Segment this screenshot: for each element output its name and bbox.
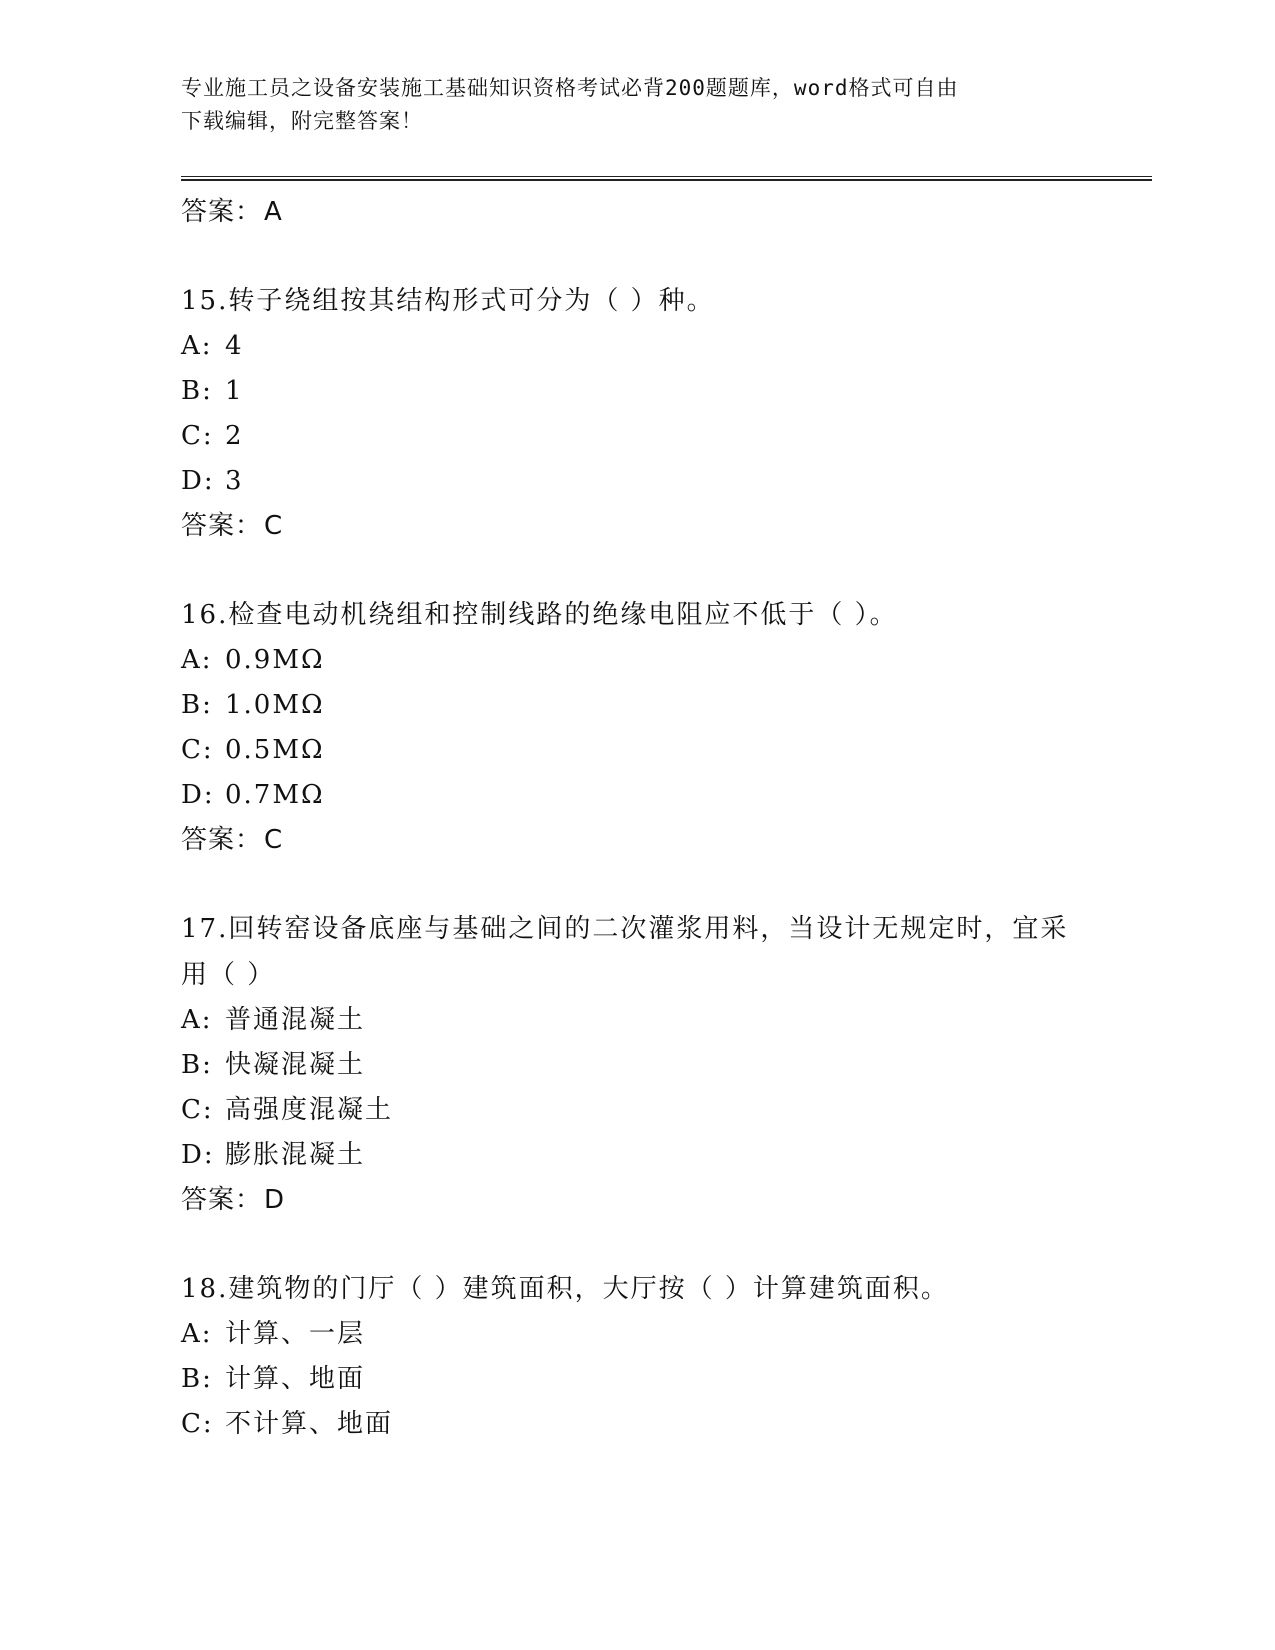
answer-line (181, 190, 1081, 234)
question-stem: 15.转子绕组按其结构形式可分为（ ）种。 (181, 286, 715, 316)
option-letter: D: (181, 780, 215, 810)
question-stem: 18.建筑物的门厅（ ）建筑面积，大厅按（ ）计算建筑面积。 (181, 1274, 949, 1304)
option-text: 3 (225, 466, 244, 496)
option-b (181, 1357, 1081, 1402)
option-text: 计算、地面 (225, 1364, 366, 1394)
option-d (181, 773, 1081, 818)
option-letter: C: (181, 1409, 214, 1439)
answer-line (181, 818, 1081, 862)
answer-label: 答案： (181, 511, 263, 541)
option-text: 0.9MΩ (225, 645, 325, 675)
header-line-1: 专业施工员之设备安装施工基础知识资格考试必背200题题库，word格式可自由 (181, 76, 959, 100)
option-text: 1.0MΩ (225, 690, 325, 720)
option-letter: A: (181, 331, 213, 361)
question-list (181, 190, 1081, 1447)
option-letter: C: (181, 735, 214, 765)
option-letter: A: (181, 645, 213, 675)
question-block (181, 278, 1081, 548)
answer-label: 答案： (181, 197, 263, 227)
header-divider (181, 176, 1152, 181)
option-letter: B: (181, 1050, 213, 1080)
option-c (181, 1402, 1081, 1447)
option-text: 0.5MΩ (225, 735, 325, 765)
option-text: 2 (225, 421, 244, 451)
option-letter: A: (181, 1005, 213, 1035)
answer-label: 答案： (181, 825, 263, 855)
answer-value: C (264, 825, 284, 855)
option-letter: C: (181, 1095, 214, 1125)
option-text: 不计算、地面 (225, 1409, 394, 1439)
spacer (181, 234, 1081, 278)
option-a (181, 638, 1081, 683)
option-b (181, 369, 1081, 414)
answer-value: A (264, 197, 283, 227)
spacer (181, 548, 1081, 592)
question-block (181, 906, 1081, 1222)
option-text: 普通混凝土 (225, 1005, 366, 1035)
option-letter: B: (181, 376, 213, 406)
answer-line (181, 1178, 1081, 1222)
document-header (181, 72, 1061, 138)
option-b (181, 1043, 1081, 1088)
option-d (181, 459, 1081, 504)
answer-value: C (264, 511, 284, 541)
option-c (181, 728, 1081, 773)
spacer (181, 1222, 1081, 1266)
option-text: 1 (225, 376, 244, 406)
option-letter: B: (181, 1364, 213, 1394)
option-letter: D: (181, 1140, 215, 1170)
option-letter: C: (181, 421, 214, 451)
question-block (181, 1266, 1081, 1447)
header-line-2: 下载编辑，附完整答案！ (181, 109, 423, 133)
question-block (181, 592, 1081, 862)
option-a (181, 324, 1081, 369)
option-letter: B: (181, 690, 213, 720)
option-text: 高强度混凝土 (225, 1095, 394, 1125)
option-letter: A: (181, 1319, 213, 1349)
option-b (181, 683, 1081, 728)
option-text: 膨胀混凝土 (225, 1140, 366, 1170)
option-a (181, 1312, 1081, 1357)
option-text: 快凝混凝土 (225, 1050, 366, 1080)
question-stem: 16.检查电动机绕组和控制线路的绝缘电阻应不低于（ ）。 (181, 600, 898, 630)
answer-label: 答案： (181, 1185, 263, 1215)
option-c (181, 414, 1081, 459)
option-text: 计算、一层 (225, 1319, 366, 1349)
option-d (181, 1133, 1081, 1178)
option-letter: D: (181, 466, 215, 496)
answer-line (181, 504, 1081, 548)
option-text: 0.7MΩ (225, 780, 325, 810)
answer-value: D (264, 1185, 286, 1215)
question-stem: 17.回转窑设备底座与基础之间的二次灌浆用料，当设计无规定时，宜采用（ ） (181, 914, 1069, 990)
option-a (181, 998, 1081, 1043)
option-text: 4 (225, 331, 244, 361)
option-c (181, 1088, 1081, 1133)
spacer (181, 862, 1081, 906)
